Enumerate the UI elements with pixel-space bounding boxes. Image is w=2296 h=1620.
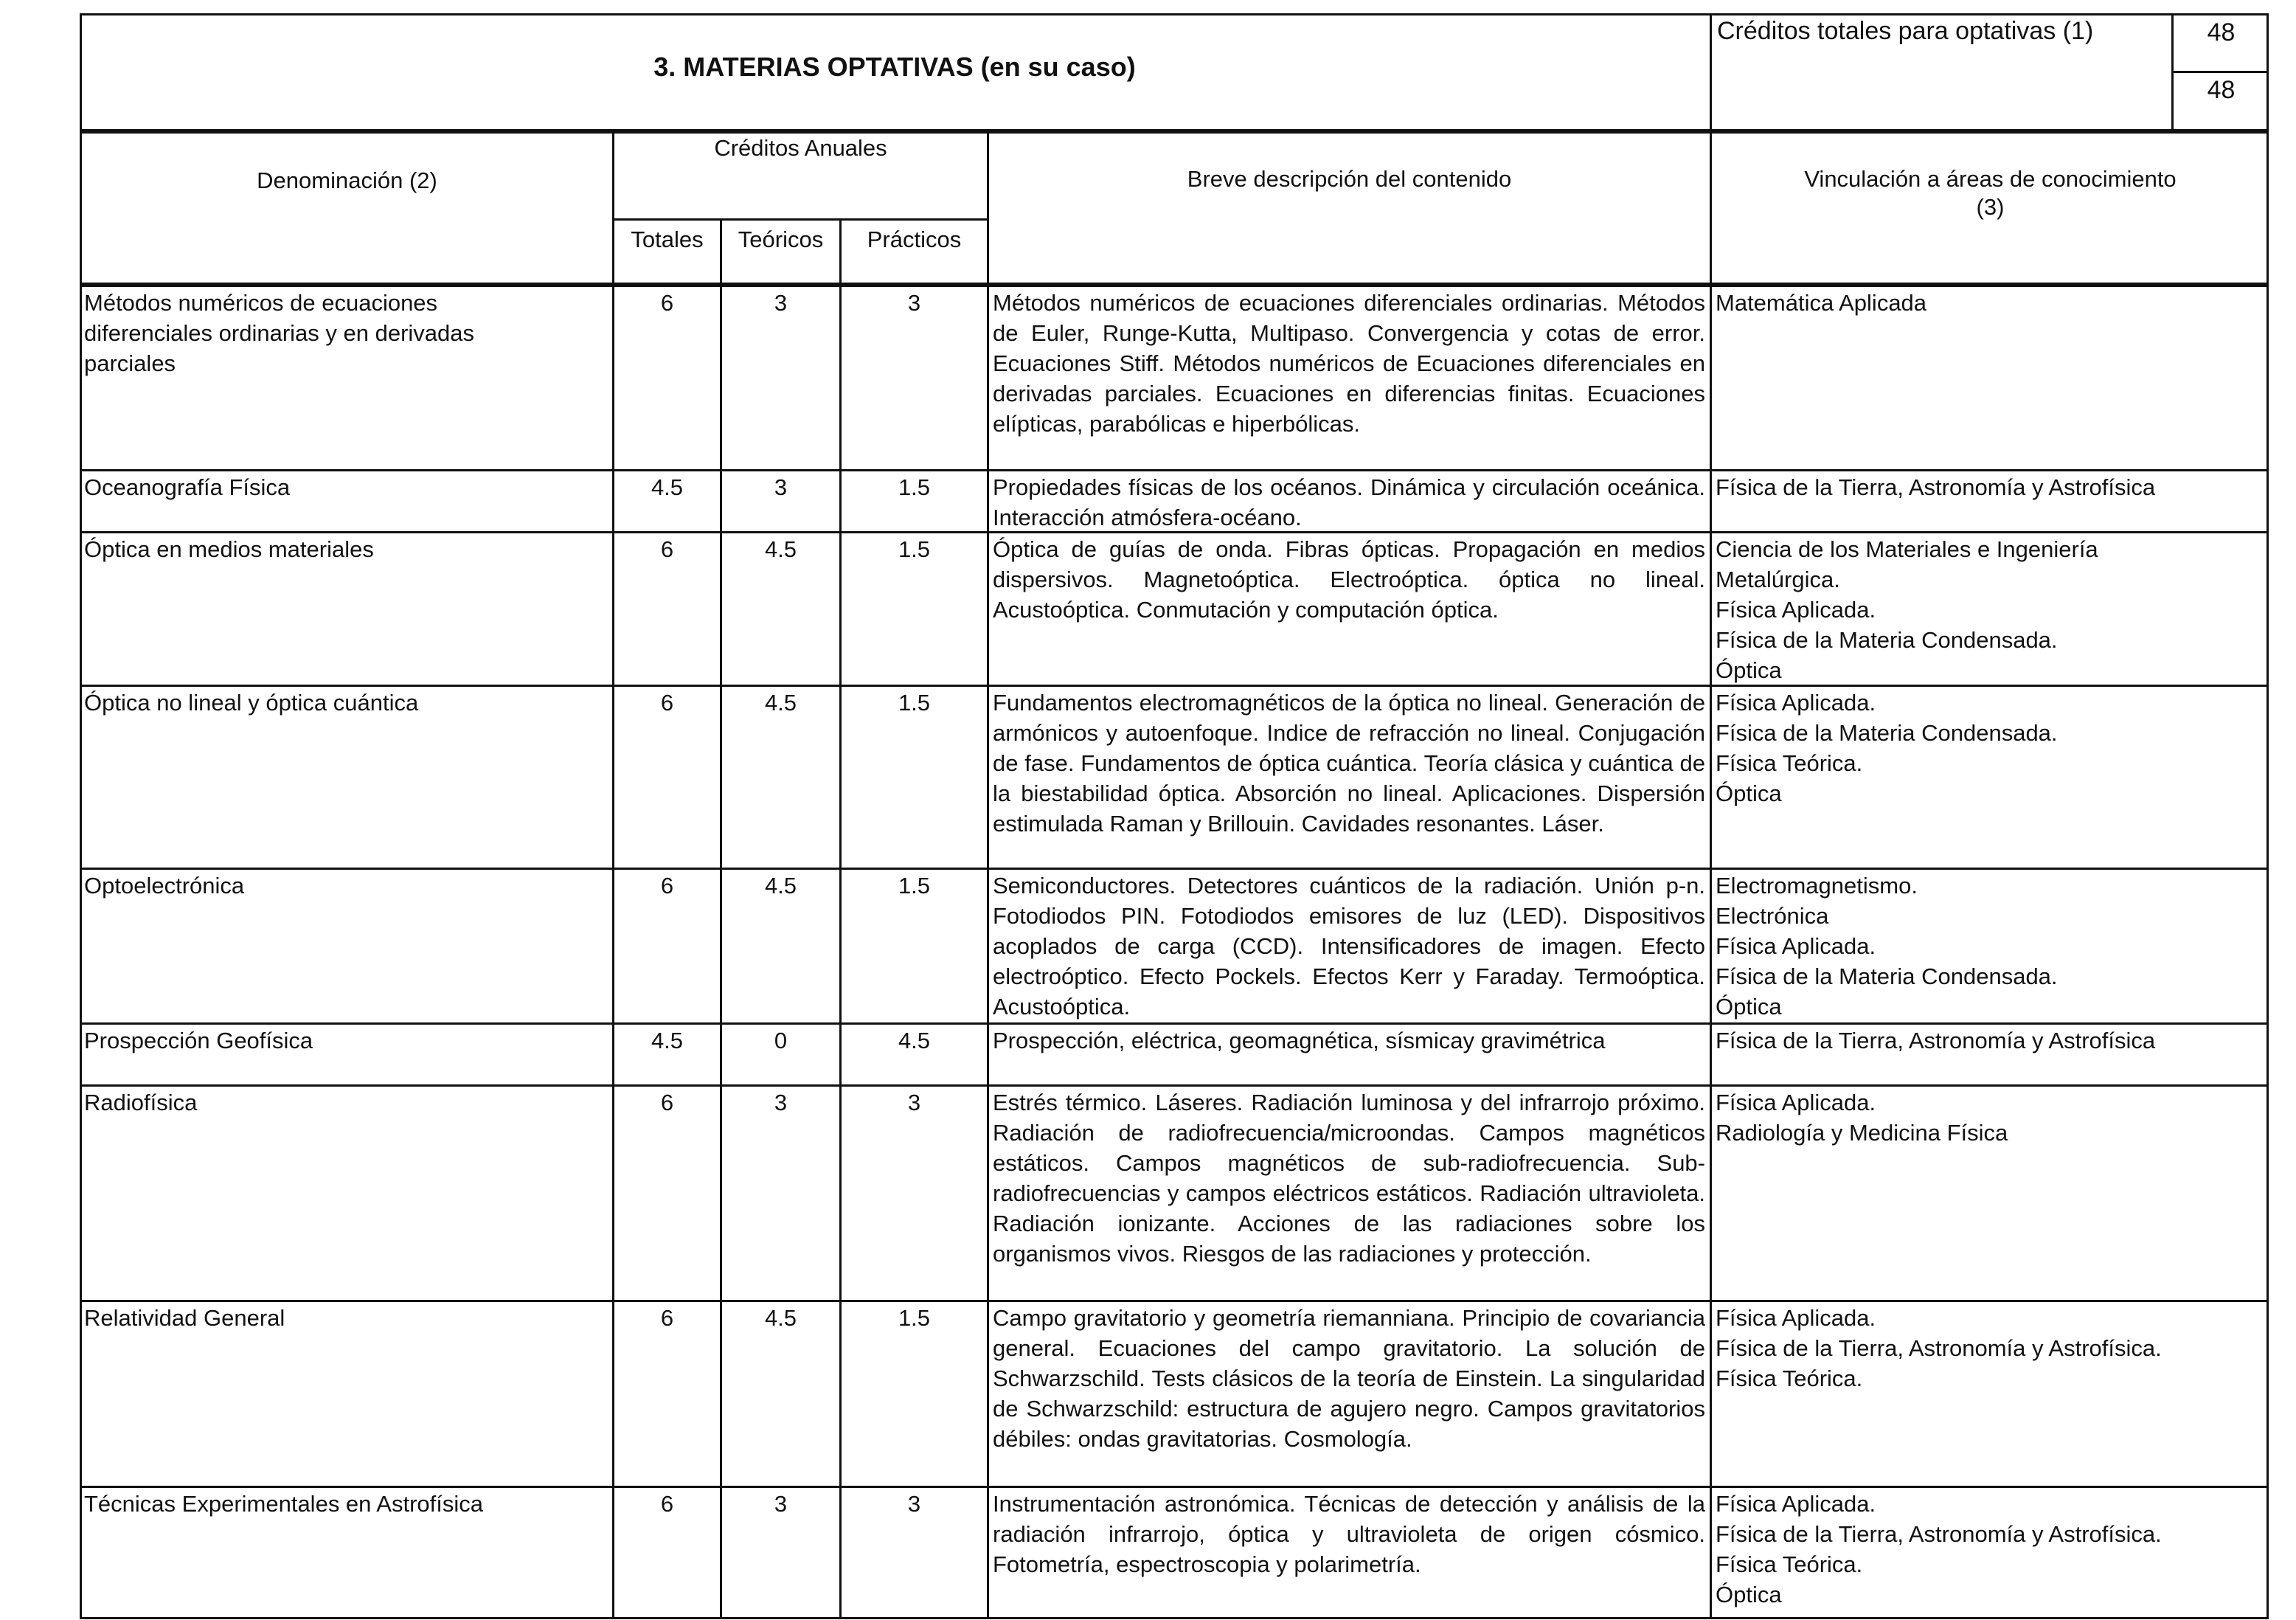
column-divider bbox=[987, 1084, 989, 1300]
course-name-line: Oceanografía Física bbox=[84, 474, 291, 500]
column-divider bbox=[1710, 531, 1712, 685]
course-description: Prospección, eléctrica, geomagnética, sísmicay gravimétrica bbox=[993, 1028, 1606, 1053]
credits-teoricos: 3 bbox=[774, 1090, 788, 1115]
credits-practicos: 3 bbox=[907, 1090, 921, 1115]
knowledge-areas bbox=[1716, 688, 2264, 866]
credits-totales: 6 bbox=[660, 1305, 674, 1331]
course-description: Semiconductores. Detectores cuánticos de la radiación. Unión p-n. Fotodiodos PIN. Fotodiodos emisores de luz (LED). Dispositivos acoplados de carga (CCD). Intensificadores de imagen. Efecto electroóptico. Efecto Pockels. Efectos Kerr y Faraday. Termoóptica. Acustoóptica. bbox=[993, 873, 1705, 1020]
credits-practicos: 1.5 bbox=[898, 690, 931, 716]
creditos-totales-value-2: 48 bbox=[2207, 76, 2236, 104]
credits-totales: 4.5 bbox=[651, 1028, 684, 1053]
knowledge-area: Física Aplicada. bbox=[1716, 1491, 1876, 1517]
credits-teoricos: 0 bbox=[774, 1028, 788, 1053]
course-name bbox=[84, 534, 608, 683]
credits-teoricos: 4.5 bbox=[764, 873, 797, 899]
credits-teoricos: 3 bbox=[774, 1491, 788, 1517]
knowledge-area: Óptica bbox=[1716, 657, 1782, 683]
column-divider bbox=[987, 685, 989, 868]
knowledge-area: Física Aplicada. bbox=[1716, 1305, 1876, 1331]
credits-practicos: 1.5 bbox=[898, 873, 931, 899]
credits-practicos: 1.5 bbox=[898, 474, 931, 500]
knowledge-area: Física de la Materia Condensada. bbox=[1716, 627, 2058, 653]
column-divider bbox=[1710, 285, 1712, 469]
knowledge-area: Matemática Aplicada bbox=[1716, 290, 1927, 316]
column-divider bbox=[987, 1486, 989, 1617]
column-divider bbox=[1710, 469, 1712, 531]
knowledge-areas bbox=[1716, 870, 2264, 1021]
column-divider bbox=[1710, 1022, 1712, 1084]
knowledge-areas bbox=[1716, 472, 2264, 530]
course-name-line: Radiofísica bbox=[84, 1090, 198, 1115]
course-name bbox=[84, 1087, 608, 1298]
knowledge-area: Física Aplicada. bbox=[1716, 1090, 1876, 1115]
column-header-vinculacion-note: (3) bbox=[1976, 194, 2005, 220]
course-description: Métodos numéricos de ecuaciones diferenciales ordinarias. Métodos de Euler, Runge-Kutta, Multipaso. Convergencia y cotas de error. Ecuaciones Stiff. Métodos numéricos de Ecuaciones diferenciales en derivadas parciales. Ecuaciones en diferencias finitas. Ecuaciones elípticas, parabólicas e hiperbólicas. bbox=[993, 290, 1705, 437]
column-header-practicos: Prácticos bbox=[867, 226, 962, 252]
course-name-line: Optoelectrónica bbox=[84, 873, 245, 899]
course-name-line: diferenciales ordinarias y en derivadas bbox=[84, 320, 475, 346]
course-name bbox=[84, 688, 608, 866]
credits-totales: 4.5 bbox=[651, 474, 684, 500]
knowledge-area: Física Teórica. bbox=[1716, 750, 1863, 776]
column-header-descripcion: Breve descripción del contenido bbox=[1187, 166, 1512, 192]
credits-totales: 6 bbox=[660, 690, 674, 716]
credits-totales: 6 bbox=[660, 290, 674, 316]
knowledge-area: Física Aplicada. bbox=[1716, 933, 1876, 959]
knowledge-areas bbox=[1716, 1087, 2264, 1298]
course-name bbox=[84, 1303, 608, 1484]
creditos-totales-label: Créditos totales para optativas (1) bbox=[1717, 17, 2094, 45]
knowledge-area: Física Aplicada. bbox=[1716, 690, 1876, 716]
knowledge-area: Electromagnetismo. bbox=[1716, 873, 1918, 899]
credits-practicos: 3 bbox=[907, 1491, 921, 1517]
course-name-line: parciales bbox=[84, 350, 176, 376]
course-name bbox=[84, 1025, 608, 1083]
course-name bbox=[84, 870, 608, 1021]
credits-practicos: 1.5 bbox=[898, 536, 931, 562]
credits-practicos: 3 bbox=[907, 290, 921, 316]
credits-teoricos: 3 bbox=[774, 290, 788, 316]
creditos-totales-value: 48 bbox=[2207, 18, 2236, 46]
knowledge-area: Física de la Tierra, Astronomía y Astrofísica bbox=[1716, 1028, 2156, 1053]
course-description: Fundamentos electromagnéticos de la óptica no lineal. Generación de armónicos y autoenfoque. Indice de refracción no lineal. Conjugación de fase. Fundamentos de óptica cuántica. Teoría clásica y cuántica de la biestabilidad óptica. Absorción no lineal. Aplicaciones. Dispersión estimulada Raman y Brillouin. Cavidades resonantes. Láser. bbox=[993, 690, 1705, 837]
knowledge-area: Física Teórica. bbox=[1716, 1365, 1863, 1391]
credits-teoricos: 4.5 bbox=[764, 690, 797, 716]
column-header-vinculacion: Vinculación a áreas de conocimiento bbox=[1804, 166, 2177, 192]
credits-totales: 6 bbox=[660, 1491, 674, 1517]
knowledge-areas bbox=[1716, 534, 2264, 683]
column-divider bbox=[987, 1300, 989, 1486]
knowledge-areas bbox=[1716, 1489, 2264, 1616]
credits-teoricos: 4.5 bbox=[764, 536, 797, 562]
credits-totales: 6 bbox=[660, 1090, 674, 1115]
knowledge-area: Óptica bbox=[1716, 994, 1782, 1020]
column-header-totales: Totales bbox=[631, 226, 704, 252]
column-header-denominacion: Denominación (2) bbox=[257, 167, 437, 193]
course-name-line: Relatividad General bbox=[84, 1305, 285, 1331]
knowledge-area: Radiología y Medicina Física bbox=[1716, 1120, 2008, 1146]
column-divider bbox=[987, 531, 989, 685]
knowledge-area: Metalúrgica. bbox=[1716, 567, 1840, 592]
course-name-line: Métodos numéricos de ecuaciones bbox=[84, 290, 438, 316]
course-name-line: Técnicas Experimentales en Astrofísica bbox=[84, 1491, 484, 1517]
course-description: Campo gravitatorio y geometría riemanniana. Principio de covariancia general. Ecuaciones del campo gravitatorio. La solución de Schwarzschild. Tests clásicos de la teoría de Einstein. La singularidad de Schwarzschild: estructura de agujero negro. Campos gravitatorios débiles: ondas gravitatorias. Cosmología. bbox=[993, 1305, 1705, 1452]
course-name bbox=[84, 472, 608, 530]
column-divider bbox=[987, 1022, 989, 1084]
knowledge-area: Física Teórica. bbox=[1716, 1551, 1863, 1577]
knowledge-area: Óptica bbox=[1716, 1582, 1782, 1607]
knowledge-area: Física de la Tierra, Astronomía y Astrofísica. bbox=[1716, 1335, 2162, 1361]
credits-teoricos: 4.5 bbox=[764, 1305, 797, 1331]
knowledge-area: Física de la Materia Condensada. bbox=[1716, 963, 2058, 989]
knowledge-area: Física de la Materia Condensada. bbox=[1716, 720, 2058, 746]
credits-teoricos: 3 bbox=[774, 474, 788, 500]
column-divider bbox=[1710, 1486, 1712, 1617]
credits-totales: 6 bbox=[660, 536, 674, 562]
column-divider bbox=[987, 868, 989, 1022]
course-description: Instrumentación astronómica. Técnicas de detección y análisis de la radiación infrarrojo, óptica y ultravioleta de origen cósmico. Fotometría, espectroscopia y polarimetría. bbox=[993, 1491, 1705, 1577]
column-divider bbox=[1710, 1300, 1712, 1486]
knowledge-area: Física de la Tierra, Astronomía y Astrofísica bbox=[1716, 474, 2156, 500]
column-divider bbox=[1710, 1084, 1712, 1300]
course-name-line: Prospección Geofísica bbox=[84, 1028, 313, 1053]
credits-practicos: 4.5 bbox=[898, 1028, 931, 1053]
course-name bbox=[84, 1489, 608, 1616]
column-divider bbox=[987, 469, 989, 531]
column-divider bbox=[1710, 685, 1712, 868]
column-divider bbox=[1710, 868, 1712, 1022]
knowledge-area: Ciencia de los Materiales e Ingeniería bbox=[1716, 536, 2098, 562]
credits-practicos: 1.5 bbox=[898, 1305, 931, 1331]
knowledge-area: Electrónica bbox=[1716, 903, 1829, 929]
knowledge-area: Óptica bbox=[1716, 780, 1782, 806]
column-divider bbox=[987, 285, 989, 469]
course-description: Estrés térmico. Láseres. Radiación luminosa y del infrarrojo próximo. Radiación de radiofrecuencia/microondas. Campos magnéticos estáticos. Campos magnéticos de sub-radiofrecuencia. Sub-radiofrecuencias y campos eléctricos estáticos. Radiación ultravioleta. Radiación ionizante. Acciones de las radiaciones sobre los organismos vivos. Riesgos de las radiaciones y protección. bbox=[993, 1090, 1705, 1267]
column-header-creditos-anuales: Créditos Anuales bbox=[714, 135, 887, 161]
page-title: 3. MATERIAS OPTATIVAS (en su caso) bbox=[653, 52, 1136, 82]
credits-totales: 6 bbox=[660, 873, 674, 899]
knowledge-areas bbox=[1716, 1303, 2264, 1484]
knowledge-area: Física de la Tierra, Astronomía y Astrofísica. bbox=[1716, 1521, 2162, 1547]
knowledge-areas bbox=[1716, 288, 2264, 468]
course-description: Propiedades físicas de los océanos. Dinámica y circulación oceánica. Interacción atmósfera-océano. bbox=[993, 474, 1705, 530]
course-name-line: Óptica en medios materiales bbox=[84, 536, 374, 562]
knowledge-area: Física Aplicada. bbox=[1716, 597, 1876, 623]
course-name-line: Óptica no lineal y óptica cuántica bbox=[84, 690, 419, 716]
course-description: Óptica de guías de onda. Fibras ópticas. Propagación en medios dispersivos. Magnetoóptica. Electroóptica. óptica no lineal. Acustoóptica. Conmutación y computación óptica. bbox=[993, 536, 1705, 623]
column-header-teoricos: Teóricos bbox=[738, 226, 824, 252]
knowledge-areas bbox=[1716, 1025, 2264, 1083]
course-name bbox=[84, 288, 608, 468]
